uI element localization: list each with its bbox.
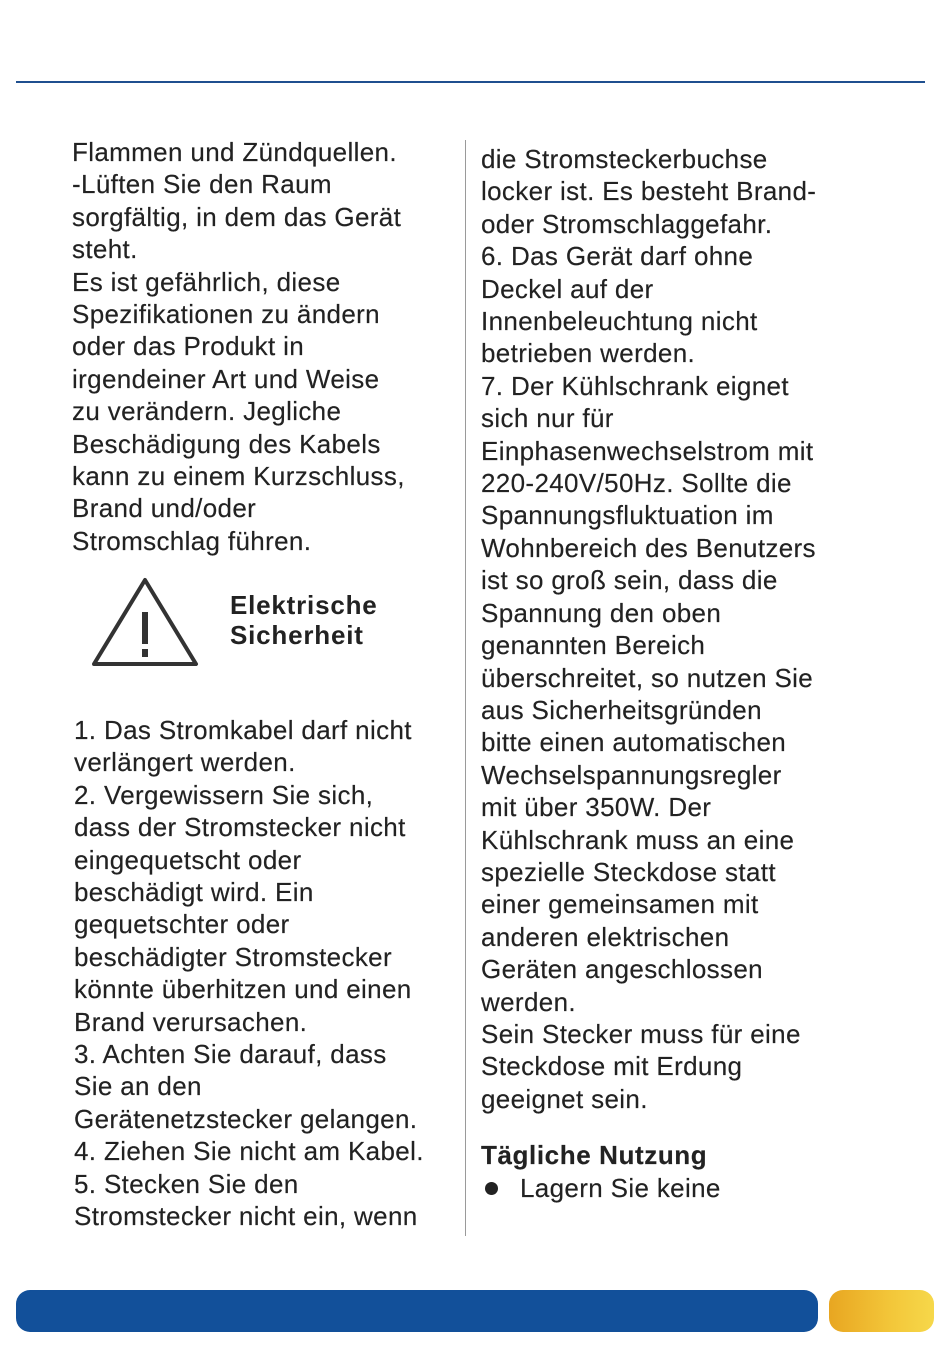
text-line: 7. Der Kühlschrank eignet: [481, 370, 789, 401]
text-line: sorgfältig, in dem das Gerät: [72, 201, 402, 232]
text-line: könnte überhitzen und einen: [74, 974, 412, 1005]
section-heading-daily-use: Tägliche Nutzung: [481, 1140, 708, 1171]
text-line: verlängert werden.: [74, 747, 296, 778]
text-line: Sie an den: [74, 1071, 202, 1102]
text-line: Spezifikationen zu ändern: [72, 299, 380, 330]
text-line: gequetschter oder: [74, 909, 290, 940]
section-title-line: Sicherheit: [230, 620, 364, 650]
bullet-text: Lagern Sie keine: [520, 1172, 721, 1203]
text-line: mit über 350W. Der: [481, 792, 712, 823]
text-line: -Lüften Sie den Raum: [72, 169, 332, 200]
text-line: Es ist gefährlich, diese: [72, 266, 341, 297]
text-line: werden.: [481, 986, 576, 1017]
text-line: Sein Stecker muss für eine: [481, 1018, 801, 1049]
text-line: Gerätenetzstecker gelangen.: [74, 1103, 418, 1134]
bullet-dot-icon: [485, 1182, 498, 1195]
text-line: überschreitet, so nutzen Sie: [481, 662, 814, 693]
column-divider: [465, 140, 466, 1236]
text-line: Stromschlag führen.: [72, 525, 312, 556]
text-line: einer gemeinsamen mit: [481, 889, 759, 920]
text-line: ist so groß sein, dass die: [481, 565, 778, 596]
text-line: Flammen und Zündquellen.: [72, 137, 397, 167]
right-column-text: [481, 143, 816, 1204]
text-line: betrieben werden.: [481, 338, 696, 369]
text-line: Brand und/oder: [72, 493, 257, 524]
section-title-line: Elektrische: [230, 590, 378, 620]
text-line: irgendeiner Art und Weise: [72, 363, 380, 394]
text-line: 3. Achten Sie darauf, dass: [74, 1039, 387, 1070]
text-line: 5. Stecken Sie den: [74, 1168, 299, 1199]
warning-triangle-icon: [88, 574, 202, 670]
text-line: eingequetscht oder: [74, 844, 302, 875]
text-line: Geräten angeschlossen: [481, 954, 763, 985]
text-line: Deckel auf der: [481, 273, 654, 304]
text-line: beschädigter Stromstecker: [74, 941, 392, 972]
text-line: 4. Ziehen Sie nicht am Kabel.: [74, 1136, 424, 1167]
text-line: 220-240V/50Hz. Sollte die: [481, 468, 792, 499]
text-line: oder das Produkt in: [72, 331, 305, 362]
left-safety-list: [74, 714, 424, 1233]
text-line: Steckdose mit Erdung: [481, 1051, 743, 1082]
footer-page-tab: [829, 1290, 934, 1332]
text-line: Wohnbereich des Benutzers: [481, 532, 816, 563]
text-line: Einphasenwechselstrom mit: [481, 435, 814, 466]
left-intro-text: [72, 136, 405, 557]
text-line: oder Stromschlaggefahr.: [481, 208, 773, 239]
text-line: Wechselspannungsregler: [481, 759, 782, 790]
text-line: steht.: [72, 234, 138, 265]
text-line: 2. Vergewissern Sie sich,: [74, 779, 374, 810]
text-line: genannten Bereich: [481, 630, 706, 661]
text-line: kann zu einem Kurzschluss,: [72, 461, 405, 492]
text-line: Brand verursachen.: [74, 1006, 308, 1037]
footer-bar: [16, 1290, 818, 1332]
text-line: dass der Stromstecker nicht: [74, 812, 406, 843]
text-line: locker ist. Es besteht Brand-: [481, 176, 817, 207]
text-line: geeignet sein.: [481, 1083, 648, 1114]
header-rule: [16, 81, 925, 83]
text-line: 6. Das Gerät darf ohne: [481, 241, 754, 272]
text-line: aus Sicherheitsgründen: [481, 694, 762, 725]
bullet-item: [481, 1172, 816, 1204]
text-line: spezielle Steckdose statt: [481, 856, 776, 887]
text-line: Beschädigung des Kabels: [72, 428, 381, 459]
text-line: beschädigt wird. Ein: [74, 877, 314, 908]
text-line: die Stromsteckerbuchse: [481, 144, 768, 174]
text-line: 1. Das Stromkabel darf nicht: [74, 715, 412, 745]
text-line: zu verändern. Jegliche: [72, 396, 342, 427]
text-line: Kühlschrank muss an eine: [481, 824, 795, 855]
text-line: Spannung den oben: [481, 597, 722, 628]
text-line: Innenbeleuchtung nicht: [481, 306, 758, 337]
text-line: Spannungsfluktuation im: [481, 500, 774, 531]
text-line: anderen elektrischen: [481, 921, 730, 952]
text-line: sich nur für: [481, 403, 614, 434]
text-line: bitte einen automatischen: [481, 727, 787, 758]
text-line: Stromstecker nicht ein, wenn: [74, 1201, 418, 1232]
paragraph-spacer: [481, 1115, 816, 1139]
section-title-electrical-safety: [230, 590, 378, 650]
